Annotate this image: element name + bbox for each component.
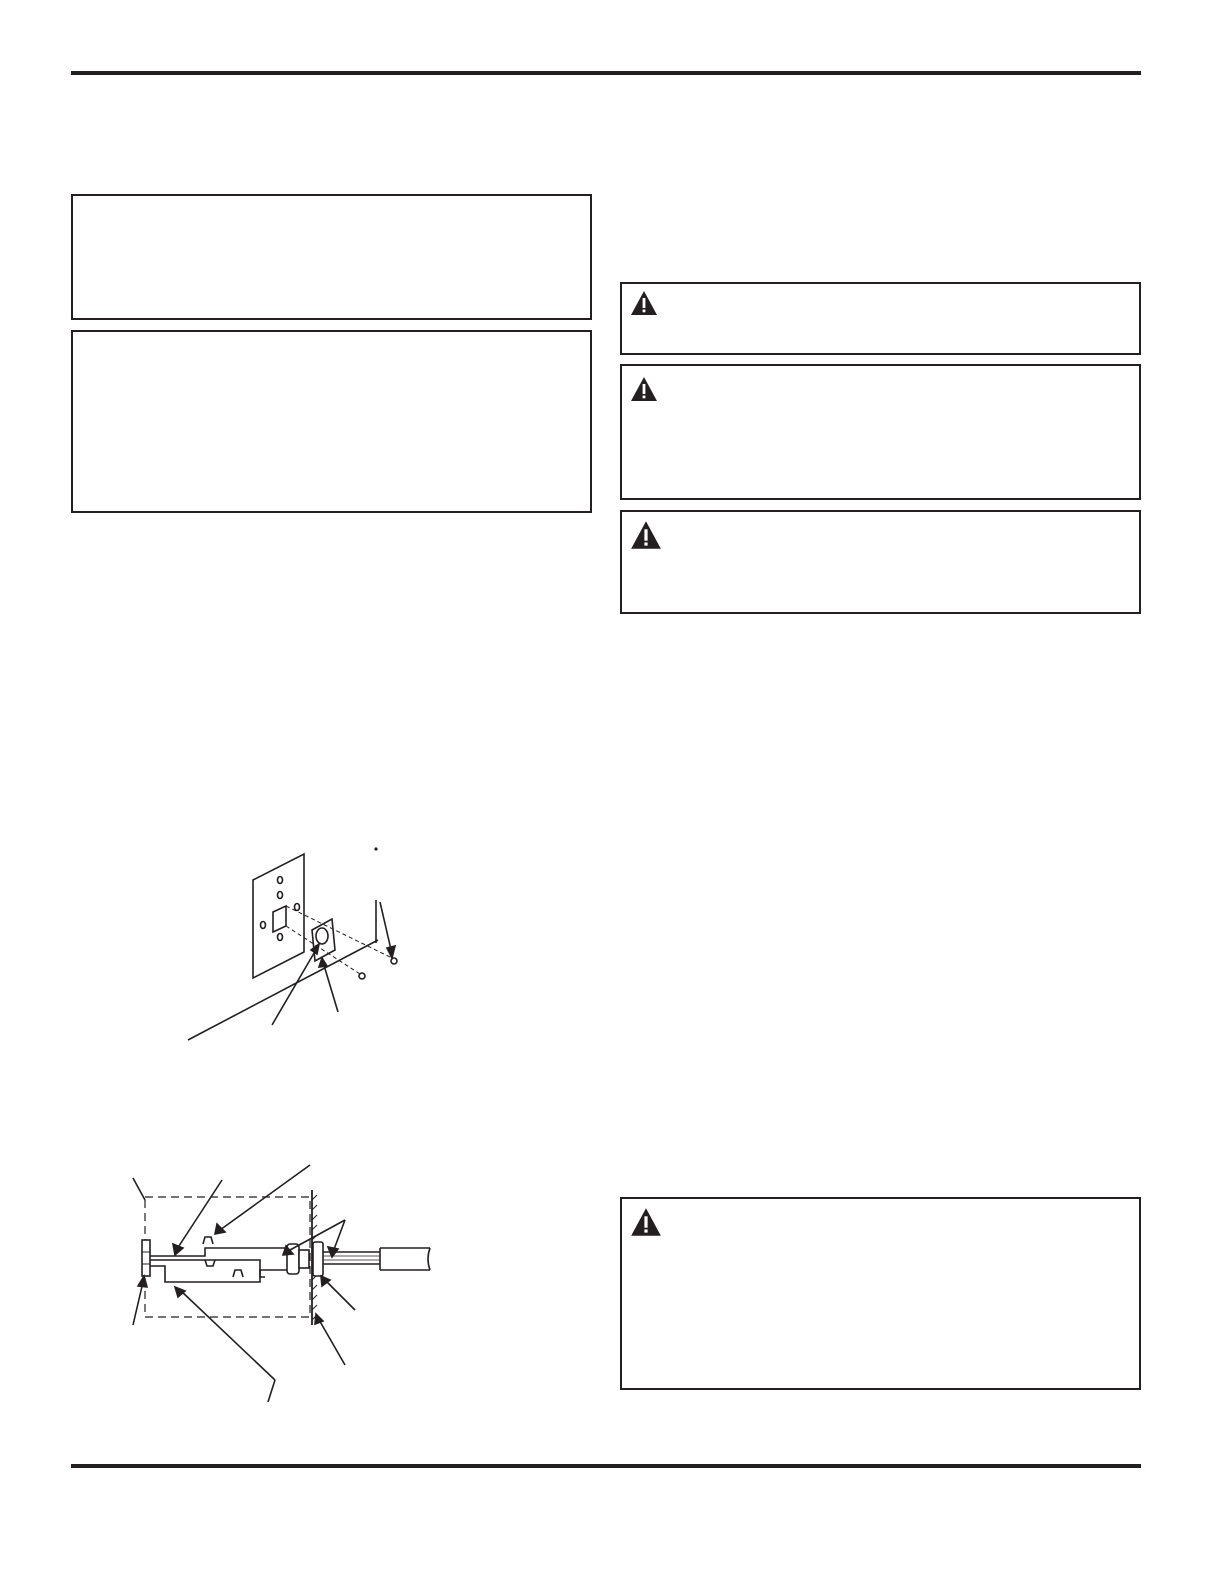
figure-2-wire-routing-diagram — [125, 1160, 445, 1405]
warning-triangle-icon — [630, 1207, 662, 1237]
header-rule — [71, 71, 1141, 75]
figure-1-wall-plate-diagram — [180, 840, 420, 1050]
warning-triangle-icon — [630, 376, 658, 402]
warning-triangle-icon — [630, 290, 658, 316]
notice-box-1 — [71, 194, 592, 320]
footer-rule — [71, 1464, 1141, 1468]
notice-box-2 — [71, 330, 592, 513]
warning-triangle-icon — [630, 520, 662, 550]
warning-box-4 — [620, 1197, 1141, 1390]
warning-box-2 — [620, 364, 1141, 500]
warning-box-1 — [620, 282, 1141, 355]
warning-box-3 — [620, 510, 1141, 614]
